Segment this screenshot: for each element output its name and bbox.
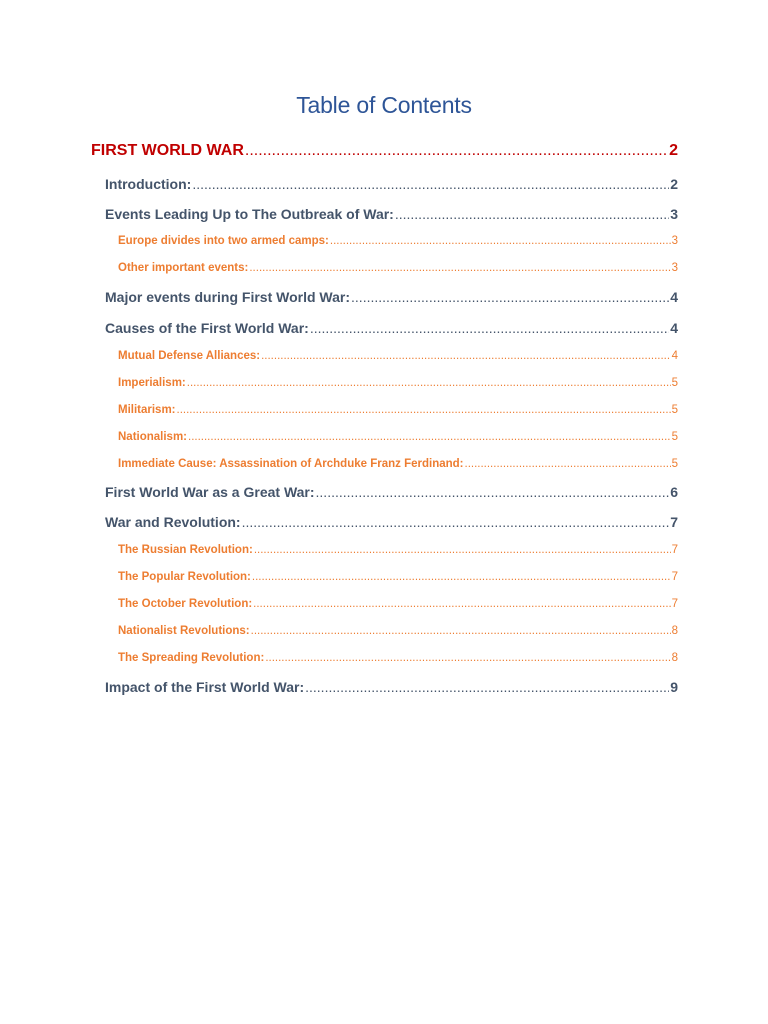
toc-leader-dots [177,404,671,416]
toc-entry-label: The Russian Revolution: [118,544,253,556]
toc-entry-nationalist-revolutions[interactable] [118,625,678,637]
toc-entry-nationalism[interactable] [118,431,678,443]
toc-entry-spreading-revolution[interactable] [118,652,678,664]
toc-entry-page: 6 [670,484,678,500]
toc-leader-dots [351,289,669,305]
toc-leader-dots [310,320,669,336]
toc-entry-militarism[interactable] [118,404,678,416]
toc-entry-page: 5 [671,458,678,470]
toc-leader-dots [249,262,670,274]
toc-leader-dots [316,484,670,500]
toc-entry-page: 7 [670,514,678,530]
toc-leader-dots [261,350,671,362]
toc-entry-page: 8 [671,625,678,637]
toc-entry-label: War and Revolution: [105,514,241,530]
toc-entry-page: 4 [670,289,678,305]
toc-leader-dots [251,625,671,637]
toc-leader-dots [187,377,671,389]
toc-entry-page: 2 [669,142,678,159]
toc-leader-dots [192,176,669,192]
toc-entry-label: Introduction: [105,176,192,192]
toc-entry-label: The Spreading Revolution: [118,652,265,664]
toc-entry-causes[interactable] [105,320,678,336]
toc-entry-label: Mutual Defense Alliances: [118,350,261,362]
toc-entry-label: Major events during First World War: [105,289,351,305]
toc-entry-label: The Popular Revolution: [118,571,251,583]
toc-leader-dots [188,431,671,443]
toc-entry-label: Nationalism: [118,431,188,443]
toc-entry-label: First World War as a Great War: [105,484,315,500]
toc-entry-events-leading-up[interactable] [105,206,678,222]
toc-entry-page: 5 [671,431,678,443]
toc-entry-russian-revolution[interactable] [118,544,678,556]
toc-entry-page: 3 [670,206,678,222]
toc-entry-label: Events Leading Up to The Outbreak of War: [105,206,394,222]
toc-entry-introduction[interactable] [105,176,678,192]
toc-entry-label: Nationalist Revolutions: [118,625,250,637]
toc-entry-page: 3 [671,262,678,274]
toc-leader-dots [265,652,670,664]
toc-leader-dots [465,458,671,470]
toc-entry-page: 4 [671,350,678,362]
toc-entry-war-and-revolution[interactable] [105,514,678,530]
toc-entry-page: 8 [671,652,678,664]
toc-entry-label: Europe divides into two armed camps: [118,235,329,247]
toc-leader-dots [395,206,669,222]
toc-leader-dots [245,142,668,160]
toc-leader-dots [254,544,671,556]
toc-entry-label: Impact of the First World War: [105,679,305,695]
toc-entry-label: Militarism: [118,404,176,416]
toc-entry-label: The October Revolution: [118,598,253,610]
toc-entry-label: Other important events: [118,262,249,274]
toc-entry-impact[interactable] [105,679,678,695]
toc-entry-page: 7 [671,598,678,610]
toc-entry-first-world-war[interactable] [91,142,678,160]
toc-entry-mutual-defense[interactable] [118,350,678,362]
toc-entry-page: 9 [670,679,678,695]
toc-entry-europe-divides[interactable] [118,235,678,247]
toc-entry-page: 2 [670,176,678,192]
toc-leader-dots [242,514,670,530]
toc-leader-dots [253,598,670,610]
toc-entry-label: Immediate Cause: Assassination of Archduke Franz Ferdinand: [118,458,464,470]
toc-entry-october-revolution[interactable] [118,598,678,610]
toc-entry-label: Causes of the First World War: [105,320,309,336]
toc-entry-page: 5 [671,377,678,389]
toc-entry-other-important-events[interactable] [118,262,678,274]
toc-entry-imperialism[interactable] [118,377,678,389]
toc-leader-dots [305,679,669,695]
toc-entry-page: 7 [671,571,678,583]
toc-leader-dots [252,571,671,583]
toc-entry-label: Imperialism: [118,377,186,389]
toc-entry-immediate-cause[interactable] [118,458,678,470]
toc-entry-label: FIRST WORLD WAR [91,142,244,159]
toc-entry-page: 5 [671,404,678,416]
page-title: Table of Contents [296,92,472,118]
toc-entry-major-events[interactable] [105,289,678,305]
toc-leader-dots [330,235,671,247]
toc-entry-page: 3 [671,235,678,247]
toc-entry-page: 7 [671,544,678,556]
toc-entry-popular-revolution[interactable] [118,571,678,583]
toc-entry-page: 4 [670,320,678,336]
toc-entry-great-war[interactable] [105,484,678,500]
